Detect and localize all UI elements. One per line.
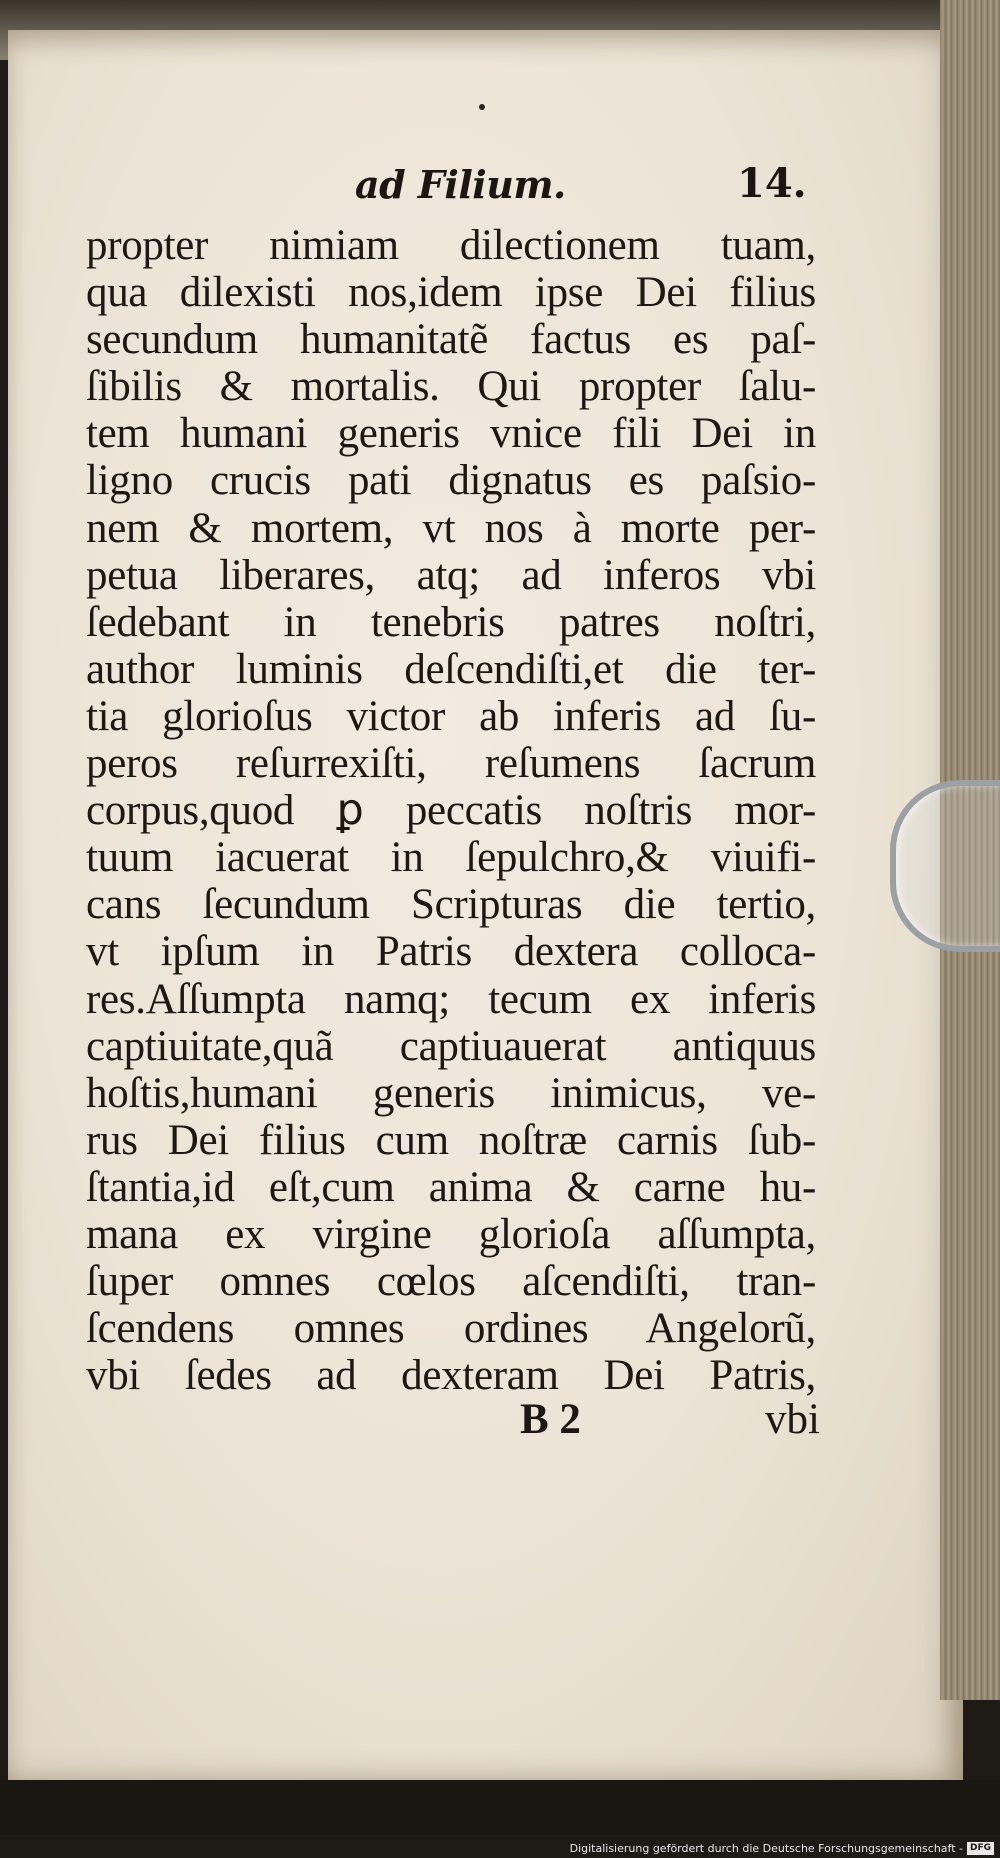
running-head: ad Filium.	[355, 162, 566, 207]
text-line: mana ex virgine glorioſa aſſumpta,	[86, 1210, 816, 1258]
text-line: author luminis deſcendiſti,et die ter-	[86, 645, 816, 693]
credit-text: Digitalisierung gefördert durch die Deutsche Forschungsgemeinschaft -	[569, 1841, 963, 1855]
text-line: ſtantia,id eſt,cum anima & carne hu-	[86, 1163, 816, 1211]
body-text	[86, 222, 816, 1399]
text-line: tem humani generis vnice fili Dei in	[86, 410, 816, 458]
text-line: corpus,quod ꝑ peccatis noſtris mor-	[86, 787, 816, 835]
text-line: ſedebant in tenebris patres noſtri,	[86, 598, 816, 646]
text-line: secundum humanitatẽ factus es paſ-	[86, 316, 816, 364]
text-line: res.Aſſumpta namq; tecum ex inferis	[86, 975, 816, 1023]
text-line: vt ipſum in Patris dextera colloca-	[86, 928, 816, 976]
text-line: ſuper omnes cœlos aſcendiſti, tran-	[86, 1258, 816, 1306]
text-line: propter nimiam dilectionem tuam,	[86, 222, 816, 269]
text-line: tuum iacuerat in ſepulchro,& viuifi-	[86, 834, 816, 882]
text-line: nem & mortem, vt nos à morte per-	[86, 504, 816, 552]
text-line: hoſtis,humani generis inimicus, ve-	[86, 1069, 816, 1117]
page-clip	[890, 780, 1000, 952]
text-line: ligno crucis pati dignatus es paſsio-	[86, 457, 816, 505]
dfg-logo: DFG	[967, 1842, 994, 1855]
text-line: ſcendens omnes ordines Angelorũ,	[86, 1305, 816, 1353]
text-line: tia glorioſus victor ab inferis ad ſu-	[86, 692, 816, 740]
digitization-credit	[570, 1838, 994, 1858]
ink-dot	[479, 104, 485, 110]
page-number: 14.	[737, 160, 807, 207]
text-line: cans ſecundum Scripturas die tertio,	[86, 881, 816, 929]
signature-mark: B 2	[520, 1396, 581, 1443]
catchword: vbi	[765, 1396, 820, 1443]
text-line: petua liberares, atq; ad inferos vbi	[86, 551, 816, 599]
text-line: rus Dei filius cum noſtræ carnis ſub-	[86, 1116, 816, 1164]
text-line: ſibilis & mortalis. Qui propter ſalu-	[86, 363, 816, 411]
scan-bottom-band	[0, 1780, 1000, 1835]
text-line: vbi ſedes ad dexteram Dei Patris,	[86, 1352, 816, 1400]
page-footer	[520, 1395, 820, 1444]
text-line: qua dilexisti nos,idem ipse Dei filius	[86, 269, 816, 317]
text-line: captiuitate,quã captiuauerat antiquus	[86, 1022, 816, 1070]
text-line: peros reſurrexiſti, reſumens ſacrum	[86, 740, 816, 788]
